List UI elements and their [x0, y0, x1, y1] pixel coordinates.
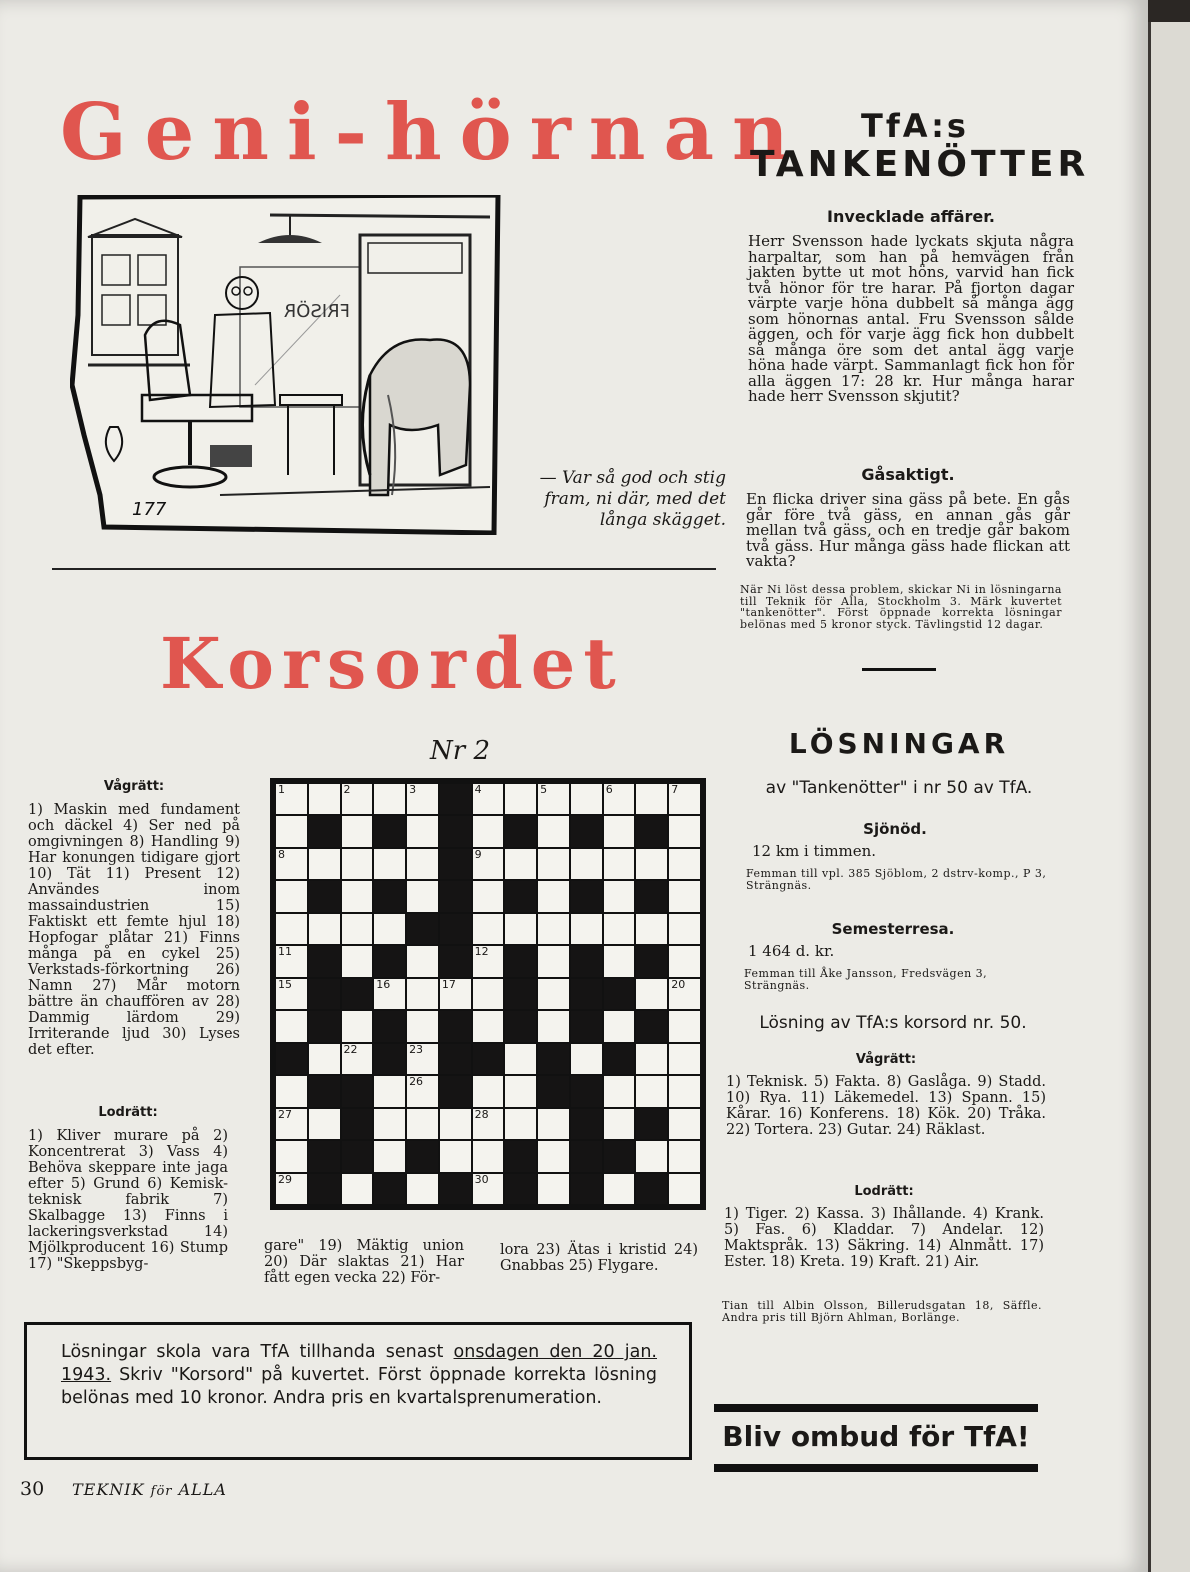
- across-text: 1) Maskin med fundament och däckel 4) Ser ned på omgivningen 8) Handling 9) Har konungen tidigare gjort 10) Tät 11) Present 12) Användes inom massaindustrien 15) Faktiskt ett femte hjul 18) Hopfogar plåtar 21) Finns många på en cykel 25) Verkstads-förkortning 26) Namn 27) Mår motorn bättre än chauffören av 28) Dammig lärdom 29) Irriterande ljud 30) Lyses det efter.: [28, 802, 240, 1058]
- cartoon-caption: — Var så god och stig fram, ni där, med det långa skägget.: [539, 468, 726, 530]
- across-heading: Vågrätt:: [103, 779, 165, 794]
- grid-cell: [276, 979, 307, 1009]
- crossword-grid: [270, 778, 706, 1210]
- grid-cell-black: [309, 946, 340, 976]
- grid-cell: [276, 849, 307, 879]
- grid-cell: [407, 1044, 438, 1074]
- grid-cell: [636, 979, 667, 1009]
- grid-cell: [636, 784, 667, 814]
- cell-number: 28: [474, 1107, 489, 1121]
- grid-cell: [374, 914, 405, 944]
- across-heading: Vågrätt:: [855, 1052, 917, 1067]
- cell-number: 30: [474, 1172, 489, 1186]
- grid-cell: [604, 849, 635, 879]
- artist-signature: 177: [132, 499, 167, 520]
- cell-number: 23: [409, 1042, 424, 1056]
- grid-cell: [276, 784, 307, 814]
- grid-cell-black: [636, 946, 667, 976]
- grid-cell: [571, 849, 602, 879]
- grid-cell: [374, 784, 405, 814]
- magazine-name: [72, 1478, 227, 1504]
- grid-cell-black: [440, 1174, 471, 1204]
- grid-cell: [669, 849, 700, 879]
- grid-cell: [407, 979, 438, 1009]
- grid-cell: [669, 1109, 700, 1139]
- tfa-label: TfA:s: [861, 107, 969, 145]
- grid-cell: [505, 849, 536, 879]
- grid-cell-black: [505, 1174, 536, 1204]
- grid-cell: [276, 914, 307, 944]
- puzzle-gasaktigt: [746, 464, 1070, 570]
- grid-cell: [473, 1174, 504, 1204]
- grid-cell-black: [505, 881, 536, 911]
- grid-cell: [538, 1109, 569, 1139]
- grid-cell-black: [309, 881, 340, 911]
- grid-cell: [374, 1141, 405, 1171]
- grid-cell: [669, 1141, 700, 1171]
- grid-cell: [604, 1076, 635, 1106]
- grid-cell-black: [505, 1141, 536, 1171]
- down-text-col2: gare" 19) Mäktig union 20) Där slaktas 21) Har fått egen vecka 22) För-: [264, 1238, 464, 1286]
- grid-cell-black: [407, 1141, 438, 1171]
- grid-cell-black: [374, 1011, 405, 1041]
- solution-answer: 1 464 d. kr.: [748, 942, 835, 960]
- grid-cell: [538, 816, 569, 846]
- grid-cell-black: [571, 1141, 602, 1171]
- grid-cell-black: [505, 1011, 536, 1041]
- grid-cell: [342, 914, 373, 944]
- grid-cell: [407, 1109, 438, 1139]
- ad-rule-top: [714, 1404, 1038, 1412]
- grid-cell: [669, 946, 700, 976]
- crossword-solution-heading: Lösning av TfA:s korsord nr. 50.: [759, 1013, 1027, 1033]
- cell-number: 4: [474, 783, 482, 796]
- grid-cell-black: [571, 816, 602, 846]
- cell-number: 16: [376, 977, 391, 991]
- grid-cell: [473, 881, 504, 911]
- tankenotter-title: TANKENÖTTER: [750, 144, 1090, 185]
- grid-cell: [407, 881, 438, 911]
- cell-number: 29: [278, 1172, 292, 1186]
- adjacent-page-edge: [1148, 22, 1190, 1572]
- down-text-col3: lora 23) Ätas i kristid 24) Gnabbas 25) Flygare.: [500, 1242, 698, 1274]
- grid-cell: [276, 1109, 307, 1139]
- grid-cell-black: [440, 1044, 471, 1074]
- grid-cell: [538, 1174, 569, 1204]
- cell-number: 6: [605, 783, 613, 796]
- across-clues: [28, 778, 240, 1058]
- korsordet-title: Korsordet: [160, 622, 624, 705]
- grid-cell-black: [636, 881, 667, 911]
- across-solution-text: 1) Teknisk. 5) Fakta. 8) Gaslåga. 9) Stadd. 10) Rya. 11) Läkemedel. 13) Spann. 15) Kårar. 16) Konferens. 18) Kök. 20) Tråka. 22) Tortera. 23) Gutar. 24) Räklast.: [726, 1074, 1046, 1138]
- grid-cell: [669, 881, 700, 911]
- grid-cell-black: [440, 1011, 471, 1041]
- grid-cell: [604, 881, 635, 911]
- grid-cell: [440, 1109, 471, 1139]
- grid-cell: [407, 1076, 438, 1106]
- grid-cell: [538, 881, 569, 911]
- grid-cell: [571, 784, 602, 814]
- grid-cell: [374, 1076, 405, 1106]
- grid-cell: [669, 816, 700, 846]
- cell-number: 15: [278, 977, 292, 991]
- grid-cell: [342, 1174, 373, 1204]
- down-clues: [28, 1104, 228, 1272]
- cell-number: 26: [409, 1075, 424, 1089]
- grid-cell-black: [440, 914, 471, 944]
- grid-cell-black: [342, 1109, 373, 1139]
- grid-cell: [374, 979, 405, 1009]
- grid-cell-black: [309, 979, 340, 1009]
- grid-cell-black: [604, 979, 635, 1009]
- magazine-name-b: för: [150, 1484, 173, 1499]
- grid-cell: [473, 1109, 504, 1139]
- grid-cell: [538, 914, 569, 944]
- cell-number: 5: [540, 783, 548, 796]
- grid-cell-black: [571, 881, 602, 911]
- grid-cell: [505, 914, 536, 944]
- crossword-solution-down: [724, 1182, 1044, 1270]
- crossword-winners: Tian till Albin Olsson, Billerudsgatan 18, Säffle. Andra pris till Björn Ahlman, Borlänge.: [722, 1299, 1042, 1324]
- grid-cell: [669, 1011, 700, 1041]
- cell-number: 27: [278, 1107, 292, 1121]
- grid-cell-black: [604, 1044, 635, 1074]
- grid-cell-black: [309, 1141, 340, 1171]
- down-text-col1: 1) Kliver murare på 2) Koncentrerat 3) Vass 4) Behöva skeppare inte jaga efter 5) Grund 6) Kemisk-teknisk fabrik 7) Skalbagge 13) Finns i lackeringsverkstad 14) Mjölkproducent 16) Stump 17) "Skeppsbyg-: [28, 1128, 228, 1272]
- puzzle-title: Invecklade affärer.: [827, 207, 995, 226]
- grid-cell-black: [505, 979, 536, 1009]
- grid-cell: [538, 979, 569, 1009]
- cell-number: 11: [278, 945, 292, 959]
- grid-cell: [309, 849, 340, 879]
- grid-cell: [571, 914, 602, 944]
- grid-cell-black: [374, 1044, 405, 1074]
- grid-cell: [342, 1044, 373, 1074]
- grid-cell-black: [309, 1174, 340, 1204]
- grid-cell: [473, 979, 504, 1009]
- grid-cell: [309, 1044, 340, 1074]
- grid-cell: [669, 979, 700, 1009]
- grid-cell: [538, 946, 569, 976]
- barber-cartoon: [70, 195, 502, 535]
- grid-cell-black: [505, 946, 536, 976]
- grid-cell-black: [604, 1141, 635, 1171]
- grid-cell: [669, 914, 700, 944]
- ad-rule-bottom: [714, 1464, 1038, 1472]
- grid-cell-black: [571, 979, 602, 1009]
- solution-title: Sjönöd.: [863, 820, 927, 838]
- grid-cell: [604, 1174, 635, 1204]
- solution-winner: Femman till Åke Jansson, Fredsvägen 3, Strängnäs.: [744, 967, 988, 992]
- grid-cell-black: [440, 849, 471, 879]
- grid-cell: [407, 816, 438, 846]
- grid-cell: [374, 1109, 405, 1139]
- grid-cell-black: [309, 1076, 340, 1106]
- grid-cell: [407, 849, 438, 879]
- cell-number: 8: [278, 847, 285, 861]
- grid-cell-black: [440, 816, 471, 846]
- grid-cell: [473, 946, 504, 976]
- notice-pre: Lösningar skola vara TfA tillhanda senast: [61, 1342, 454, 1362]
- grid-cell: [342, 881, 373, 911]
- grid-cell-black: [571, 1011, 602, 1041]
- cell-number: 12: [474, 945, 489, 959]
- grid-cell: [604, 946, 635, 976]
- grid-cell-black: [505, 816, 536, 846]
- grid-cell: [276, 816, 307, 846]
- grid-cell: [407, 784, 438, 814]
- grid-cell: [473, 1141, 504, 1171]
- grid-cell: [309, 784, 340, 814]
- grid-cell: [440, 979, 471, 1009]
- cell-number: 7: [671, 783, 679, 796]
- geni-hornan-title: Geni-hörnan: [60, 87, 807, 178]
- grid-cell: [538, 784, 569, 814]
- cell-number: 22: [343, 1042, 358, 1056]
- notice-post: Skriv "Korsord" på kuvertet. Först öppnade korrekta lösning belönas med 10 kronor. Andra pris en kvartalsprenumeration.: [61, 1365, 657, 1408]
- grid-cell: [669, 784, 700, 814]
- grid-cell: [571, 1044, 602, 1074]
- magazine-name-c: ALLA: [172, 1480, 227, 1499]
- cell-number: 1: [278, 783, 285, 796]
- crossword-number: Nr 2: [430, 736, 490, 766]
- grid-cell: [276, 1174, 307, 1204]
- grid-cell: [473, 849, 504, 879]
- grid-cell-black: [571, 946, 602, 976]
- grid-cell-black: [636, 816, 667, 846]
- grid-cell-black: [276, 1044, 307, 1074]
- grid-cell-black: [374, 881, 405, 911]
- grid-cell: [276, 1141, 307, 1171]
- grid-cell: [473, 784, 504, 814]
- grid-cell-black: [636, 1174, 667, 1204]
- grid-cell: [276, 1076, 307, 1106]
- grid-cell: [407, 1011, 438, 1041]
- solution-sjonod: [732, 818, 1058, 891]
- grid-cell: [636, 914, 667, 944]
- grid-cell-black: [636, 1011, 667, 1041]
- grid-cell: [342, 946, 373, 976]
- grid-cell: [309, 1109, 340, 1139]
- grid-cell-black: [473, 1044, 504, 1074]
- grid-cell: [604, 1011, 635, 1041]
- cell-number: 3: [409, 783, 417, 796]
- puzzle-title: Gåsaktigt.: [861, 465, 955, 484]
- solution-winner: Femman till vpl. 385 Sjöblom, 2 dstrv-komp., P 3, Strängnäs.: [746, 867, 1047, 892]
- grid-cell: [505, 784, 536, 814]
- grid-cell: [538, 849, 569, 879]
- grid-cell: [342, 849, 373, 879]
- cell-number: 17: [441, 977, 456, 991]
- grid-cell-black: [538, 1044, 569, 1074]
- grid-cell-black: [571, 1174, 602, 1204]
- grid-cell: [636, 849, 667, 879]
- cartoon-drawing: [70, 195, 502, 535]
- grid-cell: [604, 816, 635, 846]
- grid-cell: [505, 1109, 536, 1139]
- grid-cell: [342, 784, 373, 814]
- puzzle-invecklade: [748, 206, 1074, 405]
- grid-cell-black: [571, 1109, 602, 1139]
- contest-note: När Ni löst dessa problem, skickar Ni in lösningarna till Teknik för Alla, Stockholm 3. Märk kuvertet "tankenötter". Först öppnade korrekta lösningar belönas med 5 kronor styck. Tävlingstid 12 dagar.: [740, 583, 1062, 631]
- solution-semesterresa: [730, 918, 1056, 991]
- grid-cell-black: [407, 914, 438, 944]
- deadline-notice-box: [24, 1322, 692, 1460]
- notice-deadline: onsdagen den 20 jan. 1943.: [61, 1342, 657, 1385]
- ombud-ad: [714, 1404, 1038, 1472]
- down-heading: Lodrätt:: [98, 1105, 158, 1120]
- sign-text: FRISÖR: [283, 301, 350, 322]
- ad-text: Bliv ombud för TfA!: [722, 1420, 1030, 1453]
- solution-answer: 12 km i timmen.: [752, 842, 877, 860]
- grid-cell-black: [309, 1011, 340, 1041]
- grid-cell-black: [309, 816, 340, 846]
- short-divider: [862, 668, 936, 671]
- grid-cell: [604, 1109, 635, 1139]
- grid-cell-black: [636, 1109, 667, 1139]
- grid-cell: [538, 1011, 569, 1041]
- cell-number: 2: [343, 783, 351, 796]
- grid-cell: [276, 946, 307, 976]
- grid-cell-black: [374, 816, 405, 846]
- grid-cell-black: [440, 1076, 471, 1106]
- puzzle-text: Herr Svensson hade lyckats skjuta några harpaltar, som han på hemvägen från jakten bytte ut mot höns, varvid han fick två hönor för tre harar. På fjorton dagar värpte varje höna dubbelt så många ägg som hönornas antal. Fru Svensson sålde äggen, och för varje ägg fick hon dubbelt så många öre som det antal ägg varje höna hade värpt. Sammanlagt fick hon för alla äggen 17: 28 kr. Hur många harar hade herr Svensson skjutit?: [748, 232, 1074, 405]
- grid-cell: [473, 1076, 504, 1106]
- grid-cell: [473, 914, 504, 944]
- grid-cell: [505, 1076, 536, 1106]
- down-heading: Lodrätt:: [854, 1184, 914, 1199]
- section-divider: [52, 568, 716, 570]
- grid-cell: [276, 881, 307, 911]
- grid-cell: [669, 1174, 700, 1204]
- grid-cell: [374, 849, 405, 879]
- grid-cell-black: [374, 946, 405, 976]
- puzzle-text: En flicka driver sina gäss på bete. En gås går före två gäss, en annan gås går mellan två gäss, och en tredje går bakom två gäss. Hur många gäss hade flickan att vakta?: [746, 490, 1070, 570]
- grid-cell: [473, 1011, 504, 1041]
- cell-number: 20: [671, 977, 686, 991]
- grid-cell: [636, 1044, 667, 1074]
- deadline-notice: [61, 1341, 657, 1410]
- grid-cell-black: [571, 1076, 602, 1106]
- grid-cell-black: [440, 784, 471, 814]
- grid-cell: [473, 816, 504, 846]
- grid-cell-black: [342, 1141, 373, 1171]
- crossword-solution-across: [726, 1050, 1046, 1138]
- solutions-subheading: av "Tankenötter" i nr 50 av TfA.: [765, 778, 1033, 798]
- cell-number: 9: [474, 847, 482, 861]
- grid-cell: [636, 1076, 667, 1106]
- grid-cell: [407, 946, 438, 976]
- grid-cell: [276, 1011, 307, 1041]
- grid-cell-black: [342, 1076, 373, 1106]
- grid-cell: [309, 914, 340, 944]
- solution-title: Semesterresa.: [831, 920, 955, 938]
- grid-cell-black: [538, 1076, 569, 1106]
- grid-cell: [604, 784, 635, 814]
- grid-cell: [440, 1141, 471, 1171]
- grid-cell-black: [440, 881, 471, 911]
- solutions-heading: LÖSNINGAR: [788, 727, 1010, 760]
- down-solution-text: 1) Tiger. 2) Kassa. 3) Ihållande. 4) Krank. 5) Fas. 6) Kladdar. 7) Andelar. 12) Maktspråk. 13) Säkring. 14) Alnmått. 17) Ester. 18) Kreta. 19) Kraft. 21) Air.: [724, 1206, 1044, 1270]
- grid-cell-black: [374, 1174, 405, 1204]
- grid-cell: [669, 1044, 700, 1074]
- grid-cell: [669, 1076, 700, 1106]
- page-number: 30: [20, 1478, 45, 1500]
- grid-cell: [538, 1141, 569, 1171]
- grid-cell: [636, 1141, 667, 1171]
- grid-cell: [342, 816, 373, 846]
- magazine-name-a: TEKNIK: [72, 1480, 151, 1499]
- grid-cell: [407, 1174, 438, 1204]
- grid-cell: [505, 1044, 536, 1074]
- grid-cell-black: [440, 946, 471, 976]
- grid-cell-black: [342, 979, 373, 1009]
- grid-cell: [342, 1011, 373, 1041]
- grid-cell: [604, 914, 635, 944]
